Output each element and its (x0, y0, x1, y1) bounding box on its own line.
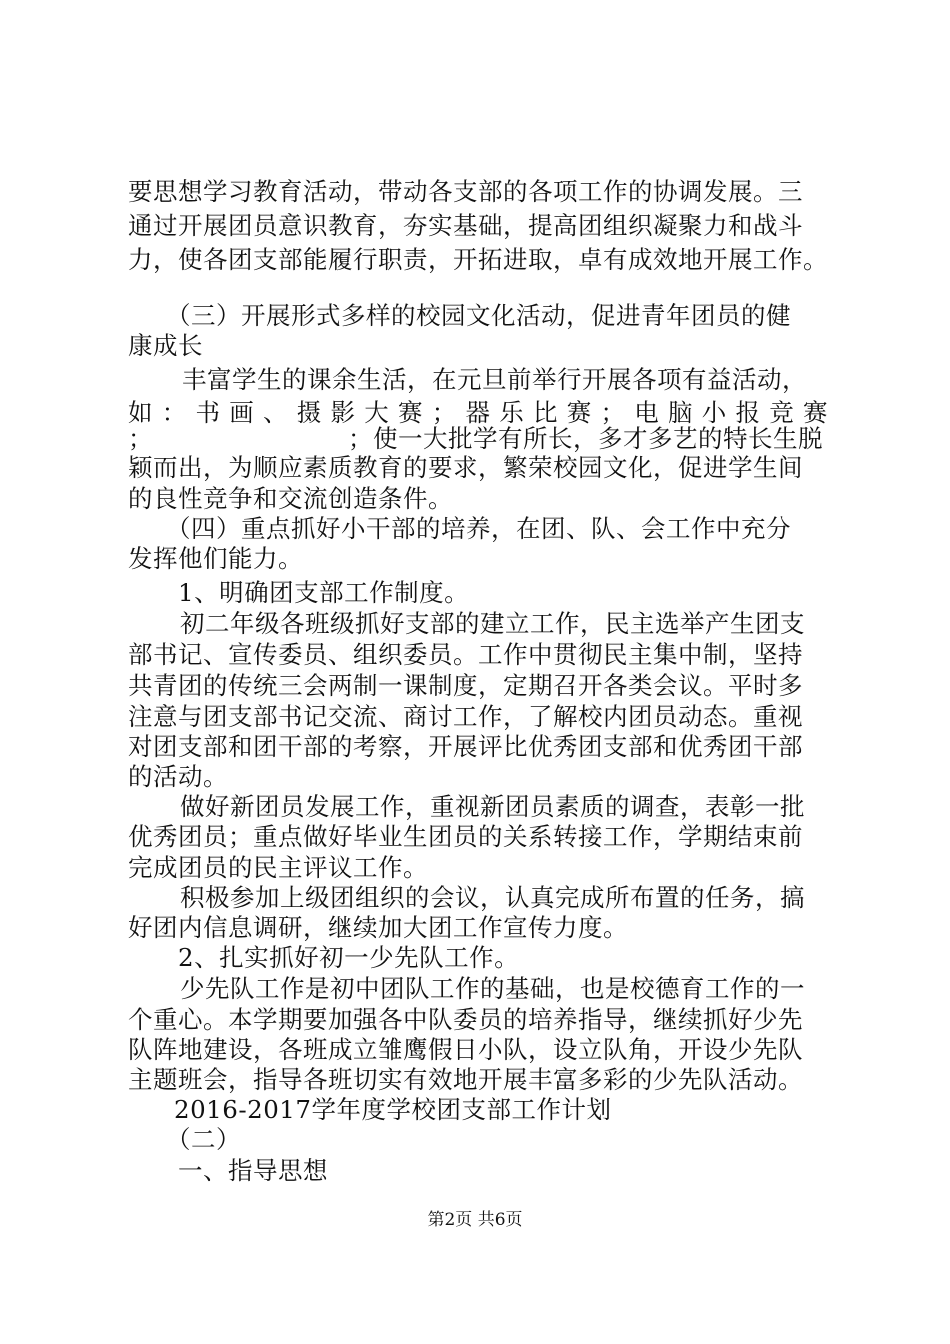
text-char: 画 (229, 398, 255, 427)
text-line: 部书记、宣传委员、组织委员。工作中贯彻民主集中制，坚持 (128, 640, 803, 669)
text-char: 脑 (668, 398, 693, 427)
text-line: 优秀团员；重点做好毕业生团员的关系转接工作，学期结束前 (128, 822, 803, 851)
document-title: 2016-2017学年度学校团支部工作计划 (174, 1095, 612, 1124)
section-heading-continued: 康成长 (128, 331, 203, 360)
text-line: 做好新团员发展工作，重视新团员素质的调查，表彰一批 (180, 792, 805, 821)
text-line: 初二年级各班级抓好支部的建立工作，民主选举产生团支 (180, 609, 805, 638)
text-line: 注意与团支部书记交流、商讨工作，了解校内团员动态。重视 (128, 702, 803, 731)
document-subtitle: （二） (166, 1125, 241, 1154)
text-char: 乐 (499, 398, 525, 427)
text-char: 器 (465, 398, 491, 427)
text-char: 赛 (566, 398, 592, 427)
text-char: 竞 (769, 398, 795, 427)
text-line: 要思想学习教育活动，带动各支部的各项工作的协调发展。三 (128, 177, 803, 206)
text-char: 比 (533, 398, 558, 427)
text-line: 个重心。本学期要加强各中队委员的培养指导，继续抓好少先 (128, 1005, 803, 1034)
text-line: 的良性竞争和交流创造条件。 (128, 484, 453, 513)
text-char: 影 (330, 398, 356, 427)
text-char: 报 (735, 398, 761, 427)
text-line: 力，使各团支部能履行职责，开拓进取，卓有成效地开展工作。 (128, 245, 828, 274)
text-line: 好团内信息调研，继续加大团工作宣传力度。 (128, 913, 628, 942)
text-char: 电 (634, 398, 660, 427)
text-line: 少先队工作是初中团队工作的基础，也是校德育工作的一 (180, 974, 805, 1003)
section-heading: 一、指导思想 (178, 1156, 328, 1185)
page-footer: 第2页 共6页 (427, 1210, 523, 1230)
text-char: 赛 (398, 398, 423, 427)
text-char: 如 (128, 398, 153, 427)
section-heading-continued: 发挥他们能力。 (128, 544, 303, 573)
text-char: 、 (263, 398, 288, 427)
text-line: 颖而出，为顺应素质教育的要求，繁荣校园文化，促进学生间 (128, 453, 803, 482)
text-line: 队阵地建设，各班成立雏鹰假日小队，设立队角，开设少先队 (128, 1035, 803, 1064)
text-char: 赛 (803, 398, 828, 427)
text-char: ： (161, 398, 187, 427)
text-line: 积极参加上级团组织的会议，认真完成所布置的任务，搞 (180, 883, 805, 912)
section-heading: （四）重点抓好小干部的培养，在团、队、会工作中充分 (166, 514, 791, 543)
text-line-fragment: ； (128, 424, 153, 453)
text-line: 的活动。 (128, 762, 228, 791)
text-line: 丰富学生的课余生活，在元旦前举行开展各项有益活动， (182, 365, 807, 394)
text-char: ； (431, 398, 457, 427)
section-heading: （三）开展形式多样的校园文化活动，促进青年团员的健 (166, 301, 791, 330)
text-char: 大 (364, 398, 390, 427)
text-line: ；使一大批学有所长，多才多艺的特长生脱 (348, 424, 823, 453)
text-char: 摄 (296, 398, 322, 427)
text-line: 对团支部和团干部的考察，开展评比优秀团支部和优秀团干部 (128, 732, 803, 761)
text-line: 共青团的传统三会两制一课制度，定期召开各类会议。平时多 (128, 671, 803, 700)
text-char: 书 (195, 398, 221, 427)
subheading: 2、扎实抓好初一少先队工作。 (178, 943, 520, 972)
text-line: 完成团员的民主评议工作。 (128, 853, 428, 882)
text-char: ； (600, 398, 626, 427)
text-line: 主题班会，指导各班切实有效地开展丰富多彩的少先队活动。 (128, 1065, 803, 1094)
text-char: 小 (701, 398, 727, 427)
subheading: 1、明确团支部工作制度。 (178, 578, 470, 607)
text-line: 通过开展团员意识教育，夯实基础，提高团组织凝聚力和战斗 (128, 211, 803, 240)
